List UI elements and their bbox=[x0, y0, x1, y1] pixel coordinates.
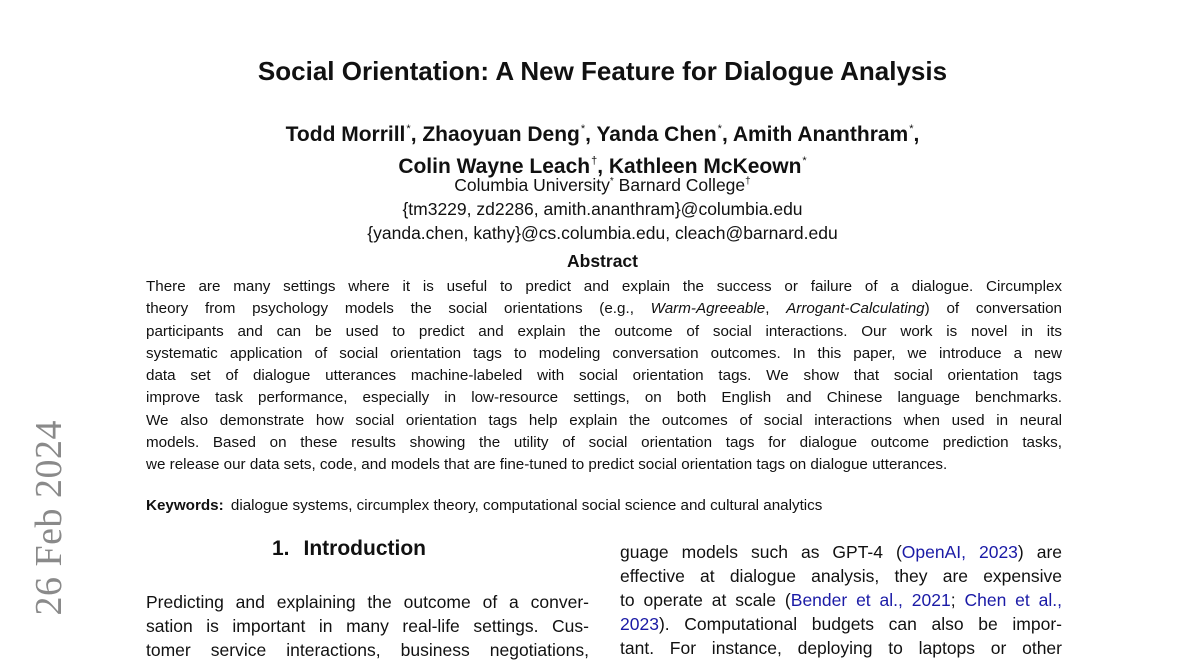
body-text: guage models such as GPT-4 ( bbox=[620, 542, 902, 562]
author-name: Colin Wayne Leach bbox=[398, 155, 591, 178]
body-line: sation is important in many real-life settings. Cus- bbox=[146, 616, 589, 636]
author-separator: , bbox=[597, 155, 609, 178]
abstract-line: systematic application of social orientation tags to modeling conversation outcomes. In this paper, we introduce a new bbox=[146, 344, 1062, 362]
author-separator: , bbox=[913, 123, 920, 146]
author-separator: , bbox=[410, 123, 423, 146]
citation-link[interactable]: OpenAI, 2023 bbox=[901, 542, 1018, 562]
author-affiliation-mark: * bbox=[909, 123, 914, 135]
citation-link[interactable]: Chen et al., bbox=[964, 590, 1063, 610]
author-name: Zhaoyuan Deng bbox=[422, 123, 580, 146]
abstract-line: we release our data sets, code, and models that are fine-tuned to predict social orientation tags on dialogue utterances. bbox=[146, 456, 948, 474]
abstract-body bbox=[146, 276, 1062, 477]
section-heading-introduction bbox=[272, 537, 426, 561]
abstract-line: models. Based on these results showing the utility of social orientation tags for dialogue outcome prediction tasks, bbox=[146, 434, 1062, 452]
abstract-line: theory from psychology models the social orientations (e.g., Warm-Agreeable, Arrogant-Calculating) of conversation bbox=[146, 300, 1062, 318]
abstract-line: participants and can be used to predict and explain the outcome of social interactions. Our work is novel in its bbox=[146, 322, 1062, 340]
abstract-heading: Abstract bbox=[567, 251, 638, 271]
affiliation-columbia: Columbia University bbox=[454, 175, 610, 195]
keywords-label: Keywords: bbox=[146, 497, 224, 514]
author-name: Amith Ananthram bbox=[732, 123, 909, 146]
body-line: tomer service interactions, business negotiations, bbox=[146, 640, 589, 660]
author-affiliation-mark: * bbox=[802, 155, 807, 167]
author-name: Yanda Chen bbox=[596, 123, 717, 146]
citation-link[interactable]: 2023 bbox=[620, 614, 659, 634]
author-affiliation-mark: * bbox=[717, 123, 722, 135]
affiliation-mark: † bbox=[745, 176, 751, 187]
emails-columbia: {tm3229, zd2286, amith.ananthram}@columbia.edu bbox=[402, 199, 803, 219]
left-column-text bbox=[146, 590, 589, 662]
body-line bbox=[620, 588, 1062, 612]
author-affiliation-mark: † bbox=[591, 155, 598, 167]
abstract-emphasis: Warm-Agreeable bbox=[650, 300, 766, 318]
body-line bbox=[620, 612, 1062, 636]
abstract-line: There are many settings where it is useful to predict and explain the success or failure of a dialogue. Circumplex bbox=[146, 278, 1062, 295]
keywords-text: dialogue systems, circumplex theory, computational social science and cultural analytics bbox=[230, 497, 823, 514]
citation-link[interactable]: Bender et al., 2021 bbox=[790, 590, 951, 610]
body-line: Predicting and explaining the outcome of a conver- bbox=[146, 592, 589, 612]
author-separator: , bbox=[585, 123, 597, 146]
right-column-text bbox=[620, 540, 1062, 660]
body-text: ) are bbox=[1017, 542, 1063, 562]
body-text: to operate at scale ( bbox=[620, 590, 791, 610]
keywords bbox=[146, 497, 822, 514]
body-text: ; bbox=[950, 590, 965, 610]
body-line bbox=[620, 540, 1062, 564]
affiliation-institutions bbox=[0, 170, 1200, 197]
affiliation-mark: * bbox=[609, 176, 614, 187]
abstract-emphasis: Arrogant-Calculating bbox=[786, 300, 925, 318]
section-title: Introduction bbox=[303, 537, 426, 560]
author-name: Kathleen McKeown bbox=[608, 155, 802, 178]
paper-title: Social Orientation: A New Feature for Dialogue Analysis bbox=[257, 56, 948, 86]
body-line bbox=[620, 636, 1062, 660]
abstract-line: data set of dialogue utterances machine-labeled with social orientation tags. We show that social orientation tags bbox=[146, 367, 1062, 385]
body-text: effective at dialogue analysis, they are expensive bbox=[620, 566, 1062, 586]
section-number: 1. bbox=[272, 537, 290, 560]
body-line bbox=[620, 564, 1062, 588]
body-text: ). Computational budgets can also be impor- bbox=[658, 614, 1062, 634]
author-affiliation-mark: * bbox=[580, 123, 586, 135]
author-name: Todd Morrill bbox=[285, 123, 406, 146]
arxiv-date-stamp: 26 Feb 2024 bbox=[28, 420, 70, 616]
author-separator: , bbox=[721, 123, 733, 146]
author-affiliation-mark: * bbox=[406, 123, 411, 135]
abstract-line: We also demonstrate how social orientation tags help explain the outcomes of social interactions when used in neural bbox=[146, 411, 1062, 429]
affiliation-barnard: Barnard College bbox=[618, 175, 746, 195]
abstract-line: improve task performance, especially in low-resource settings, on both English and Chinese language benchmarks. bbox=[146, 389, 1062, 407]
emails-cs-barnard: {yanda.chen, kathy}@cs.columbia.edu, cleach@barnard.edu bbox=[367, 223, 838, 243]
body-text: tant. For instance, deploying to laptops or other bbox=[620, 638, 1062, 658]
affiliations bbox=[0, 170, 1200, 245]
author-line-1 bbox=[0, 116, 1200, 148]
